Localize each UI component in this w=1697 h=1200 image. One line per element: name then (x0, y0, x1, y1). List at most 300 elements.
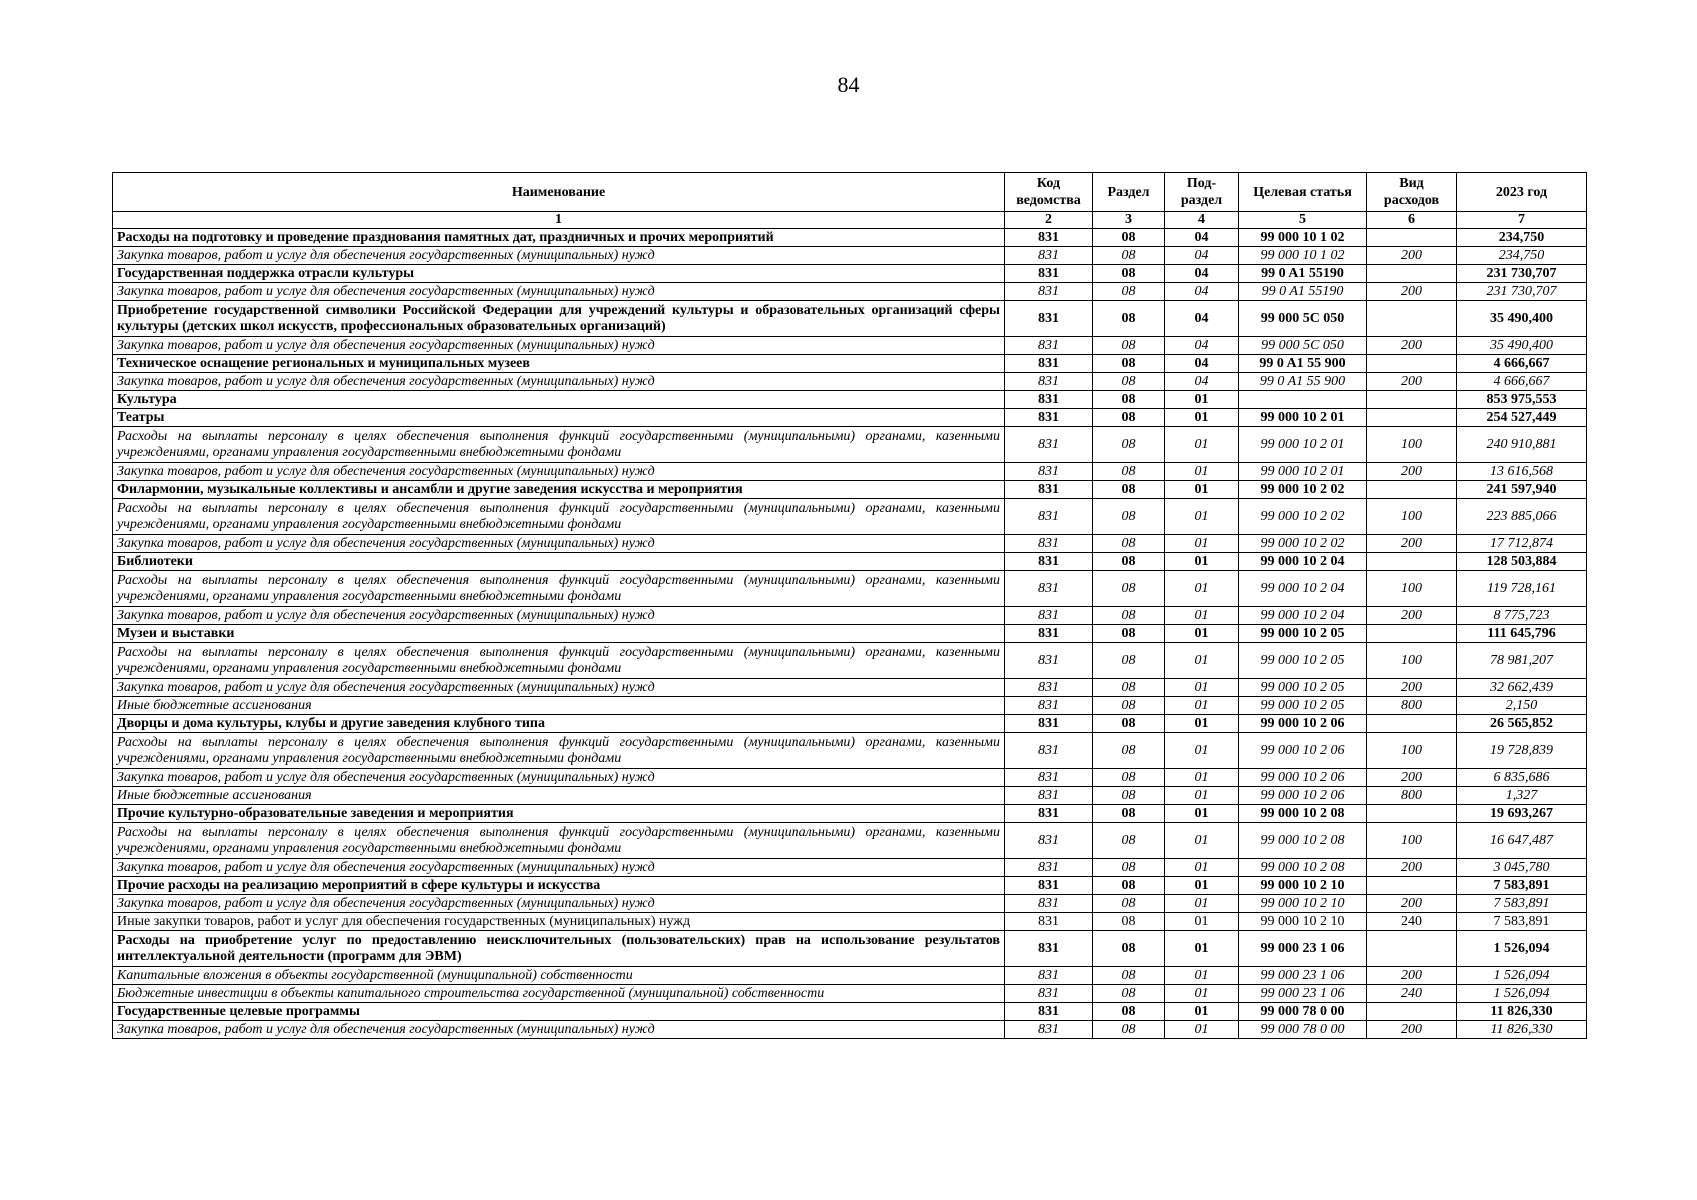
table-row (113, 409, 1587, 427)
column-number: 4 (1165, 212, 1239, 229)
header-statya: Целевая статья (1239, 173, 1367, 212)
cell-amount: 234,750 (1457, 247, 1587, 265)
table-row (113, 283, 1587, 301)
table-row (113, 805, 1587, 823)
cell-vid: 200 (1367, 607, 1457, 625)
table-row (113, 607, 1587, 625)
table-row (113, 715, 1587, 733)
cell-podrazdel: 01 (1165, 427, 1239, 463)
cell-name: Закупка товаров, работ и услуг для обеспечения государственных (муниципальных) нужд (113, 859, 1005, 877)
cell-name: Государственные целевые программы (113, 1003, 1005, 1021)
cell-name: Прочие культурно-образовательные заведения и мероприятия (113, 805, 1005, 823)
cell-razdel: 08 (1093, 913, 1165, 931)
cell-statya: 99 000 78 0 00 (1239, 1021, 1367, 1039)
cell-statya: 99 000 10 2 06 (1239, 733, 1367, 769)
cell-podrazdel: 01 (1165, 481, 1239, 499)
cell-amount: 231 730,707 (1457, 265, 1587, 283)
cell-razdel: 08 (1093, 373, 1165, 391)
cell-podrazdel: 01 (1165, 571, 1239, 607)
cell-name: Закупка товаров, работ и услуг для обеспечения государственных (муниципальных) нужд (113, 769, 1005, 787)
cell-ved: 831 (1005, 355, 1093, 373)
cell-name: Расходы на выплаты персоналу в целях обеспечения выполнения функций государственными (муниципальными) органами, казенными учреждениями, органами управления государственными внебюджетными фондами (113, 733, 1005, 769)
cell-razdel: 08 (1093, 769, 1165, 787)
cell-ved: 831 (1005, 769, 1093, 787)
cell-ved: 831 (1005, 301, 1093, 337)
header-row (113, 173, 1587, 212)
cell-ved: 831 (1005, 967, 1093, 985)
table-row (113, 553, 1587, 571)
cell-podrazdel: 01 (1165, 805, 1239, 823)
cell-ved: 831 (1005, 877, 1093, 895)
cell-name: Иные бюджетные ассигнования (113, 787, 1005, 805)
cell-statya: 99 000 10 2 10 (1239, 913, 1367, 931)
cell-vid: 100 (1367, 571, 1457, 607)
cell-name: Расходы на выплаты персоналу в целях обеспечения выполнения функций государственными (муниципальными) органами, казенными учреждениями, органами управления государственными внебюджетными фондами (113, 823, 1005, 859)
cell-amount: 111 645,796 (1457, 625, 1587, 643)
cell-podrazdel: 04 (1165, 265, 1239, 283)
cell-ved: 831 (1005, 499, 1093, 535)
cell-vid: 200 (1367, 337, 1457, 355)
cell-vid: 200 (1367, 373, 1457, 391)
cell-statya: 99 000 10 2 08 (1239, 859, 1367, 877)
cell-vid: 100 (1367, 823, 1457, 859)
cell-razdel: 08 (1093, 679, 1165, 697)
budget-table (112, 172, 1587, 1039)
cell-podrazdel: 01 (1165, 463, 1239, 481)
cell-razdel: 08 (1093, 283, 1165, 301)
cell-ved: 831 (1005, 679, 1093, 697)
cell-vid: 200 (1367, 895, 1457, 913)
table-row (113, 643, 1587, 679)
cell-vid: 100 (1367, 427, 1457, 463)
cell-razdel: 08 (1093, 1003, 1165, 1021)
cell-vid: 200 (1367, 535, 1457, 553)
cell-statya: 99 000 23 1 06 (1239, 985, 1367, 1003)
cell-podrazdel: 01 (1165, 499, 1239, 535)
cell-amount: 2,150 (1457, 697, 1587, 715)
cell-amount: 234,750 (1457, 229, 1587, 247)
cell-amount: 16 647,487 (1457, 823, 1587, 859)
column-number: 1 (113, 212, 1005, 229)
cell-vid: 200 (1367, 1021, 1457, 1039)
header-name: Наименование (113, 173, 1005, 212)
cell-vid (1367, 625, 1457, 643)
cell-ved: 831 (1005, 823, 1093, 859)
cell-podrazdel: 01 (1165, 625, 1239, 643)
cell-vid: 200 (1367, 247, 1457, 265)
table-row (113, 967, 1587, 985)
table-row (113, 1003, 1587, 1021)
cell-amount: 4 666,667 (1457, 373, 1587, 391)
cell-statya: 99 000 10 1 02 (1239, 247, 1367, 265)
cell-name: Расходы на выплаты персоналу в целях обеспечения выполнения функций государственными (муниципальными) органами, казенными учреждениями, органами управления государственными внебюджетными фондами (113, 499, 1005, 535)
column-number: 6 (1367, 212, 1457, 229)
cell-vid (1367, 1003, 1457, 1021)
cell-razdel: 08 (1093, 1021, 1165, 1039)
cell-razdel: 08 (1093, 571, 1165, 607)
cell-podrazdel: 01 (1165, 913, 1239, 931)
cell-name: Иные закупки товаров, работ и услуг для обеспечения государственных (муниципальных) нужд (113, 913, 1005, 931)
cell-name: Закупка товаров, работ и услуг для обеспечения государственных (муниципальных) нужд (113, 607, 1005, 625)
cell-vid: 800 (1367, 697, 1457, 715)
cell-statya: 99 0 A1 55190 (1239, 283, 1367, 301)
cell-ved: 831 (1005, 733, 1093, 769)
cell-ved: 831 (1005, 409, 1093, 427)
cell-vid: 200 (1367, 463, 1457, 481)
cell-name: Расходы на выплаты персоналу в целях обеспечения выполнения функций государственными (муниципальными) органами, казенными учреждениями, органами управления государственными внебюджетными фондами (113, 427, 1005, 463)
table-row (113, 1021, 1587, 1039)
cell-amount: 26 565,852 (1457, 715, 1587, 733)
cell-podrazdel: 01 (1165, 607, 1239, 625)
cell-statya: 99 000 10 2 05 (1239, 643, 1367, 679)
cell-ved: 831 (1005, 859, 1093, 877)
cell-statya: 99 000 10 2 08 (1239, 805, 1367, 823)
cell-amount: 19 728,839 (1457, 733, 1587, 769)
cell-name: Филармонии, музыкальные коллективы и ансамбли и другие заведения искусства и мероприятия (113, 481, 1005, 499)
cell-ved: 831 (1005, 481, 1093, 499)
cell-razdel: 08 (1093, 625, 1165, 643)
table-row (113, 391, 1587, 409)
cell-statya: 99 000 10 2 10 (1239, 877, 1367, 895)
cell-name: Бюджетные инвестиции в объекты капитального строительства государственной (муниципальной) собственности (113, 985, 1005, 1003)
cell-podrazdel: 01 (1165, 931, 1239, 967)
cell-name: Расходы на выплаты персоналу в целях обеспечения выполнения функций государственными (муниципальными) органами, казенными учреждениями, органами управления государственными внебюджетными фондами (113, 643, 1005, 679)
cell-name: Закупка товаров, работ и услуг для обеспечения государственных (муниципальных) нужд (113, 373, 1005, 391)
cell-razdel: 08 (1093, 859, 1165, 877)
cell-ved: 831 (1005, 787, 1093, 805)
cell-amount: 78 981,207 (1457, 643, 1587, 679)
cell-amount: 35 490,400 (1457, 337, 1587, 355)
cell-ved: 831 (1005, 391, 1093, 409)
cell-statya: 99 0 A1 55 900 (1239, 373, 1367, 391)
cell-ved: 831 (1005, 625, 1093, 643)
header-podrazdel: Под-раздел (1165, 173, 1239, 212)
cell-name: Приобретение государственной символики Российской Федерации для учреждений культуры и образовательных организаций сферы культуры (детских школ искусств, профессиональных образовательных организаций) (113, 301, 1005, 337)
table-row (113, 895, 1587, 913)
cell-statya: 99 0 A1 55190 (1239, 265, 1367, 283)
cell-podrazdel: 01 (1165, 535, 1239, 553)
cell-podrazdel: 01 (1165, 715, 1239, 733)
cell-statya: 99 000 10 2 04 (1239, 607, 1367, 625)
table-row (113, 571, 1587, 607)
cell-razdel: 08 (1093, 229, 1165, 247)
table-row (113, 877, 1587, 895)
cell-amount: 11 826,330 (1457, 1021, 1587, 1039)
cell-razdel: 08 (1093, 301, 1165, 337)
cell-ved: 831 (1005, 931, 1093, 967)
table-row (113, 859, 1587, 877)
table-row (113, 355, 1587, 373)
cell-podrazdel: 01 (1165, 391, 1239, 409)
cell-podrazdel: 04 (1165, 355, 1239, 373)
cell-razdel: 08 (1093, 499, 1165, 535)
cell-razdel: 08 (1093, 877, 1165, 895)
cell-statya: 99 000 10 2 10 (1239, 895, 1367, 913)
cell-podrazdel: 01 (1165, 1003, 1239, 1021)
cell-statya: 99 000 10 2 06 (1239, 787, 1367, 805)
table-row (113, 985, 1587, 1003)
cell-razdel: 08 (1093, 427, 1165, 463)
cell-amount: 3 045,780 (1457, 859, 1587, 877)
cell-podrazdel: 01 (1165, 679, 1239, 697)
cell-razdel: 08 (1093, 643, 1165, 679)
cell-podrazdel: 04 (1165, 229, 1239, 247)
cell-name: Расходы на выплаты персоналу в целях обеспечения выполнения функций государственными (муниципальными) органами, казенными учреждениями, органами управления государственными внебюджетными фондами (113, 571, 1005, 607)
cell-statya: 99 000 23 1 06 (1239, 967, 1367, 985)
cell-ved: 831 (1005, 895, 1093, 913)
cell-amount: 1 526,094 (1457, 985, 1587, 1003)
cell-ved: 831 (1005, 913, 1093, 931)
cell-podrazdel: 01 (1165, 859, 1239, 877)
cell-ved: 831 (1005, 985, 1093, 1003)
cell-razdel: 08 (1093, 931, 1165, 967)
cell-name: Театры (113, 409, 1005, 427)
cell-vid (1367, 229, 1457, 247)
cell-amount: 241 597,940 (1457, 481, 1587, 499)
cell-podrazdel: 04 (1165, 373, 1239, 391)
cell-razdel: 08 (1093, 463, 1165, 481)
cell-name: Закупка товаров, работ и услуг для обеспечения государственных (муниципальных) нужд (113, 247, 1005, 265)
cell-ved: 831 (1005, 715, 1093, 733)
cell-name: Расходы на подготовку и проведение празднования памятных дат, праздничных и прочих мероприятий (113, 229, 1005, 247)
table-row (113, 823, 1587, 859)
cell-statya: 99 000 78 0 00 (1239, 1003, 1367, 1021)
cell-ved: 831 (1005, 643, 1093, 679)
table-row (113, 247, 1587, 265)
cell-vid (1367, 301, 1457, 337)
cell-ved: 831 (1005, 805, 1093, 823)
cell-vid (1367, 391, 1457, 409)
cell-ved: 831 (1005, 463, 1093, 481)
cell-amount: 1,327 (1457, 787, 1587, 805)
cell-razdel: 08 (1093, 355, 1165, 373)
table-row (113, 337, 1587, 355)
cell-ved: 831 (1005, 535, 1093, 553)
cell-amount: 119 728,161 (1457, 571, 1587, 607)
cell-razdel: 08 (1093, 805, 1165, 823)
cell-podrazdel: 04 (1165, 247, 1239, 265)
cell-podrazdel: 04 (1165, 337, 1239, 355)
cell-statya: 99 000 10 2 05 (1239, 697, 1367, 715)
cell-name: Капитальные вложения в объекты государственной (муниципальной) собственности (113, 967, 1005, 985)
cell-amount: 7 583,891 (1457, 877, 1587, 895)
cell-podrazdel: 01 (1165, 553, 1239, 571)
cell-vid (1367, 715, 1457, 733)
table-row (113, 481, 1587, 499)
cell-amount: 8 775,723 (1457, 607, 1587, 625)
cell-vid: 100 (1367, 643, 1457, 679)
table-row (113, 697, 1587, 715)
cell-razdel: 08 (1093, 337, 1165, 355)
cell-statya: 99 000 10 2 01 (1239, 427, 1367, 463)
cell-statya: 99 000 10 2 01 (1239, 409, 1367, 427)
table-row (113, 229, 1587, 247)
cell-podrazdel: 01 (1165, 409, 1239, 427)
cell-vid: 200 (1367, 769, 1457, 787)
cell-vid: 200 (1367, 679, 1457, 697)
cell-statya: 99 000 10 2 01 (1239, 463, 1367, 481)
cell-vid: 100 (1367, 499, 1457, 535)
table-row (113, 769, 1587, 787)
cell-name: Закупка товаров, работ и услуг для обеспечения государственных (муниципальных) нужд (113, 895, 1005, 913)
cell-podrazdel: 01 (1165, 787, 1239, 805)
cell-vid: 200 (1367, 859, 1457, 877)
cell-statya: 99 000 10 2 06 (1239, 769, 1367, 787)
cell-amount: 35 490,400 (1457, 301, 1587, 337)
cell-ved: 831 (1005, 427, 1093, 463)
cell-razdel: 08 (1093, 715, 1165, 733)
cell-amount: 17 712,874 (1457, 535, 1587, 553)
cell-vid: 200 (1367, 967, 1457, 985)
column-number-row (113, 212, 1587, 229)
cell-podrazdel: 01 (1165, 877, 1239, 895)
table-row (113, 625, 1587, 643)
cell-name: Закупка товаров, работ и услуг для обеспечения государственных (муниципальных) нужд (113, 463, 1005, 481)
cell-vid (1367, 265, 1457, 283)
cell-amount: 19 693,267 (1457, 805, 1587, 823)
table-body (113, 229, 1587, 1039)
cell-ved: 831 (1005, 247, 1093, 265)
cell-amount: 128 503,884 (1457, 553, 1587, 571)
cell-name: Закупка товаров, работ и услуг для обеспечения государственных (муниципальных) нужд (113, 283, 1005, 301)
column-number: 2 (1005, 212, 1093, 229)
table-row (113, 679, 1587, 697)
table-row (113, 265, 1587, 283)
cell-podrazdel: 04 (1165, 301, 1239, 337)
cell-podrazdel: 04 (1165, 283, 1239, 301)
cell-amount: 240 910,881 (1457, 427, 1587, 463)
cell-name: Закупка товаров, работ и услуг для обеспечения государственных (муниципальных) нужд (113, 1021, 1005, 1039)
cell-amount: 223 885,066 (1457, 499, 1587, 535)
cell-vid: 800 (1367, 787, 1457, 805)
cell-ved: 831 (1005, 571, 1093, 607)
cell-amount: 32 662,439 (1457, 679, 1587, 697)
cell-razdel: 08 (1093, 787, 1165, 805)
cell-podrazdel: 01 (1165, 643, 1239, 679)
cell-amount: 13 616,568 (1457, 463, 1587, 481)
table-row (113, 733, 1587, 769)
cell-name: Закупка товаров, работ и услуг для обеспечения государственных (муниципальных) нужд (113, 679, 1005, 697)
cell-vid: 240 (1367, 913, 1457, 931)
cell-razdel: 08 (1093, 967, 1165, 985)
cell-name: Закупка товаров, работ и услуг для обеспечения государственных (муниципальных) нужд (113, 535, 1005, 553)
cell-razdel: 08 (1093, 265, 1165, 283)
cell-vid (1367, 409, 1457, 427)
table-row (113, 787, 1587, 805)
column-number: 7 (1457, 212, 1587, 229)
cell-amount: 853 975,553 (1457, 391, 1587, 409)
cell-razdel: 08 (1093, 409, 1165, 427)
cell-amount: 254 527,449 (1457, 409, 1587, 427)
cell-statya: 99 000 5C 050 (1239, 301, 1367, 337)
cell-ved: 831 (1005, 607, 1093, 625)
cell-ved: 831 (1005, 697, 1093, 715)
cell-amount: 6 835,686 (1457, 769, 1587, 787)
cell-ved: 831 (1005, 1021, 1093, 1039)
header-ved: Код ведомства (1005, 173, 1093, 212)
cell-razdel: 08 (1093, 697, 1165, 715)
cell-razdel: 08 (1093, 733, 1165, 769)
cell-name: Музеи и выставки (113, 625, 1005, 643)
cell-razdel: 08 (1093, 823, 1165, 859)
cell-razdel: 08 (1093, 607, 1165, 625)
cell-statya: 99 000 10 2 02 (1239, 535, 1367, 553)
cell-amount: 1 526,094 (1457, 967, 1587, 985)
page-number: 84 (837, 72, 860, 97)
table-row (113, 913, 1587, 931)
cell-ved: 831 (1005, 373, 1093, 391)
cell-statya: 99 000 10 2 05 (1239, 679, 1367, 697)
cell-amount: 4 666,667 (1457, 355, 1587, 373)
table-row (113, 373, 1587, 391)
header-year: 2023 год (1457, 173, 1587, 212)
column-number: 3 (1093, 212, 1165, 229)
cell-vid: 240 (1367, 985, 1457, 1003)
cell-podrazdel: 01 (1165, 967, 1239, 985)
cell-ved: 831 (1005, 229, 1093, 247)
cell-statya: 99 000 10 2 06 (1239, 715, 1367, 733)
cell-statya: 99 000 23 1 06 (1239, 931, 1367, 967)
cell-statya: 99 000 10 2 02 (1239, 499, 1367, 535)
cell-name: Расходы на приобретение услуг по предоставлению неисключительных (пользовательских) прав на использование результатов интеллектуальной деятельности (программ для ЭВМ) (113, 931, 1005, 967)
cell-amount: 7 583,891 (1457, 913, 1587, 931)
cell-vid (1367, 931, 1457, 967)
cell-vid (1367, 481, 1457, 499)
cell-statya: 99 000 10 2 04 (1239, 571, 1367, 607)
cell-vid: 200 (1367, 283, 1457, 301)
cell-name: Техническое оснащение региональных и муниципальных музеев (113, 355, 1005, 373)
cell-vid (1367, 877, 1457, 895)
table-row (113, 463, 1587, 481)
cell-statya: 99 000 5C 050 (1239, 337, 1367, 355)
cell-name: Дворцы и дома культуры, клубы и другие заведения клубного типа (113, 715, 1005, 733)
cell-name: Закупка товаров, работ и услуг для обеспечения государственных (муниципальных) нужд (113, 337, 1005, 355)
cell-podrazdel: 01 (1165, 697, 1239, 715)
cell-amount: 11 826,330 (1457, 1003, 1587, 1021)
cell-statya: 99 0 A1 55 900 (1239, 355, 1367, 373)
cell-statya: 99 000 10 1 02 (1239, 229, 1367, 247)
cell-vid: 100 (1367, 733, 1457, 769)
cell-vid (1367, 805, 1457, 823)
cell-ved: 831 (1005, 1003, 1093, 1021)
cell-vid (1367, 355, 1457, 373)
header-vid: Вид расходов (1367, 173, 1457, 212)
cell-amount: 231 730,707 (1457, 283, 1587, 301)
cell-statya: 99 000 10 2 05 (1239, 625, 1367, 643)
cell-name: Иные бюджетные ассигнования (113, 697, 1005, 715)
cell-podrazdel: 01 (1165, 733, 1239, 769)
cell-name: Прочие расходы на реализацию мероприятий в сфере культуры и искусства (113, 877, 1005, 895)
cell-razdel: 08 (1093, 535, 1165, 553)
cell-podrazdel: 01 (1165, 985, 1239, 1003)
cell-podrazdel: 01 (1165, 895, 1239, 913)
cell-razdel: 08 (1093, 553, 1165, 571)
cell-razdel: 08 (1093, 481, 1165, 499)
cell-razdel: 08 (1093, 247, 1165, 265)
cell-name: Культура (113, 391, 1005, 409)
cell-vid (1367, 553, 1457, 571)
table-row (113, 535, 1587, 553)
cell-amount: 7 583,891 (1457, 895, 1587, 913)
column-number: 5 (1239, 212, 1367, 229)
cell-podrazdel: 01 (1165, 769, 1239, 787)
cell-ved: 831 (1005, 283, 1093, 301)
cell-ved: 831 (1005, 553, 1093, 571)
cell-ved: 831 (1005, 337, 1093, 355)
cell-razdel: 08 (1093, 985, 1165, 1003)
table-row (113, 427, 1587, 463)
cell-ved: 831 (1005, 265, 1093, 283)
